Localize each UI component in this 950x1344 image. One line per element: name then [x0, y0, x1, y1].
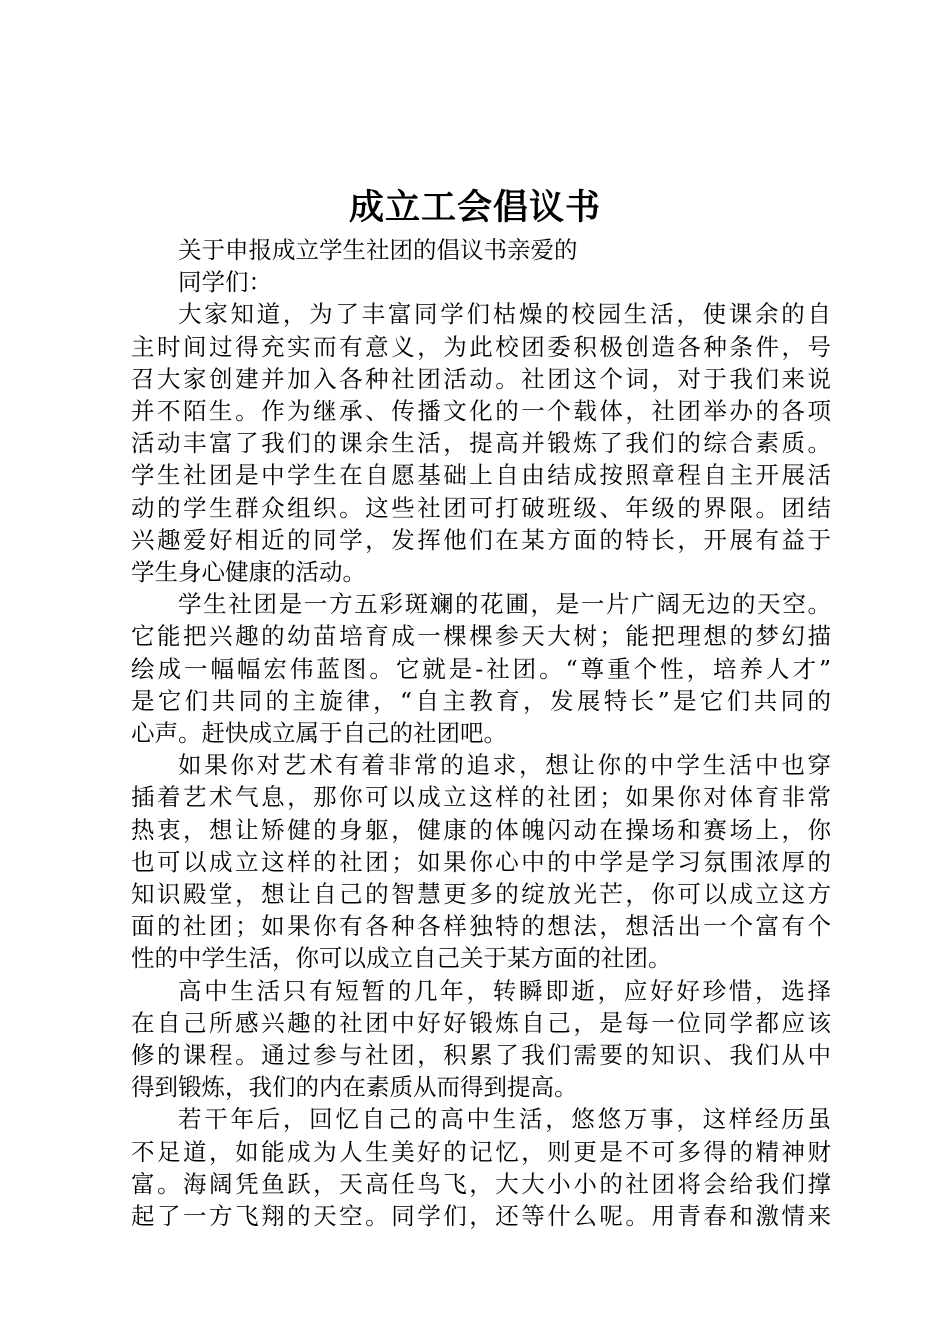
- body-line: 绘成一幅幅宏伟蓝图。它就是-社团。“尊重个性，培养人才”: [131, 654, 831, 683]
- body-line: 富。海阔凭鱼跃，天高任鸟飞，大大小小的社团将会给我们撑: [131, 1169, 831, 1198]
- body-line: 插着艺术气息，那你可以成立这样的社团；如果你对体育非常: [131, 783, 831, 812]
- body-line: 性的中学生活，你可以成立自己关于某方面的社团。: [131, 944, 672, 973]
- body-line: 学生社团是一方五彩斑斓的花圃，是一片广阔无边的天空。: [178, 590, 831, 619]
- body-line: 起了一方飞翔的天空。同学们，还等什么呢。用青春和激情来: [131, 1202, 831, 1231]
- body-line: 不足道，如能成为人生美好的记忆，则更是不可多得的精神财: [131, 1137, 831, 1166]
- body-line: 如果你对艺术有着非常的追求，想让你的中学生活中也穿: [178, 751, 831, 780]
- body-line: 得到锻炼，我们的内在素质从而得到提高。: [131, 1073, 578, 1102]
- document-body: [131, 234, 831, 1232]
- body-line: 面的社团；如果你有各种各样独特的想法，想活出一个富有个: [131, 912, 831, 941]
- body-line: 在自己所感兴趣的社团中好好锻炼自己，是每一位同学都应该: [131, 1008, 831, 1037]
- body-line: 并不陌生。作为继承、传播文化的一个载体，社团举办的各项: [131, 397, 831, 426]
- body-line: 心声。赶快成立属于自己的社团吧。: [131, 719, 507, 748]
- body-line: 大家知道，为了丰富同学们枯燥的校园生活，使课余的自: [178, 300, 831, 329]
- body-line: 关于申报成立学生社团的倡议书亲爱的: [178, 236, 578, 264]
- body-line: 若干年后，回忆自己的高中生活，悠悠万事，这样经历虽: [178, 1105, 831, 1134]
- body-line: 知识殿堂，想让自己的智慧更多的绽放光芒，你可以成立这方: [131, 880, 831, 909]
- body-line: 主时间过得充实而有意义，为此校团委积极创造各种条件，号: [131, 332, 831, 361]
- body-line: 高中生活只有短暂的几年，转瞬即逝，应好好珍惜，选择: [178, 976, 831, 1005]
- body-line: 热衷，想让矫健的身躯，健康的体魄闪动在操场和赛场上，你: [131, 815, 831, 844]
- body-line: 兴趣爱好相近的同学，发挥他们在某方面的特长，开展有益于: [131, 525, 831, 554]
- body-line: 也可以成立这样的社团；如果你心中的中学是学习氛围浓厚的: [131, 847, 831, 876]
- body-line: 动的学生群众组织。这些社团可打破班级、年级的界限。团结: [131, 493, 831, 522]
- document-title: 成立工会倡议书: [348, 187, 601, 228]
- body-line: 同学们：: [178, 268, 272, 297]
- body-line: 召大家创建并加入各种社团活动。社团这个词，对于我们来说: [131, 364, 831, 393]
- body-line: 活动丰富了我们的课余生活，提高并锻炼了我们的综合素质。: [131, 429, 831, 458]
- body-line: 是它们共同的主旋律，“自主教育，发展特长”是它们共同的: [131, 686, 831, 715]
- body-line: 它能把兴趣的幼苗培育成一棵棵参天大树；能把理想的梦幻描: [131, 622, 831, 651]
- body-line: 学生身心健康的活动。: [131, 558, 366, 587]
- body-line: 修的课程。通过参与社团，积累了我们需要的知识、我们从中: [131, 1041, 831, 1070]
- body-line: 学生社团是中学生在自愿基础上自由结成按照章程自主开展活: [131, 461, 831, 490]
